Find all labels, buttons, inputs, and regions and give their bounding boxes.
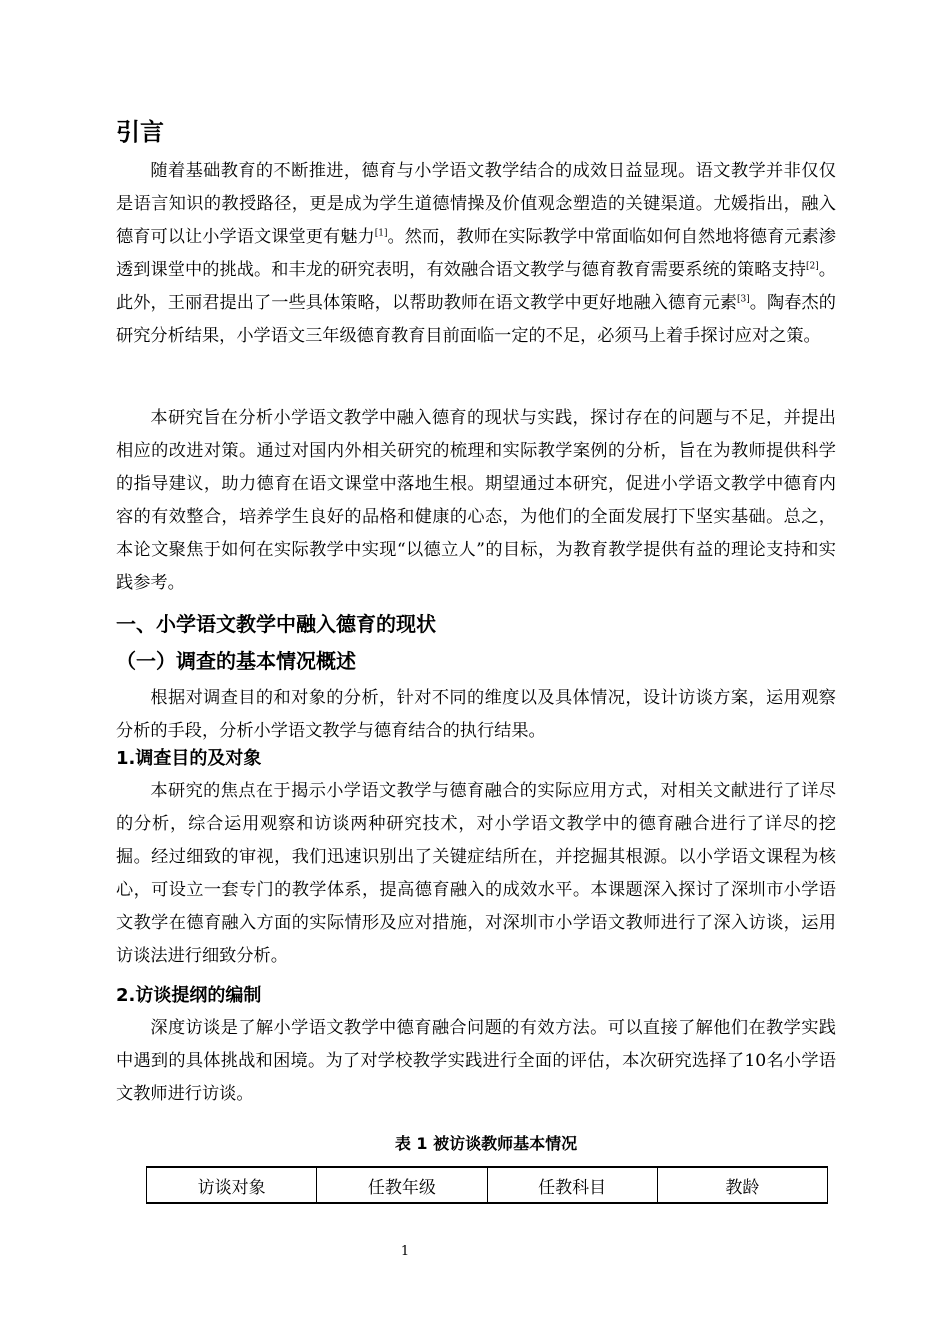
page-number: 1: [400, 1244, 410, 1259]
item-2-paragraph: 深度访谈是了解小学语文教学中德育融合问题的有效方法。可以直接了解他们在教学实践中遇到的具体挑战和困境。为了对学校教学实践进行全面的评估，本次研究选择了10名小学语文教师进行访谈。: [116, 1018, 836, 1104]
teacher-info-table: [146, 1166, 828, 1204]
citation-marker: [3]: [736, 294, 750, 305]
item-1-paragraph: 本研究的焦点在于揭示小学语文教学与德育融合的实际应用方式，对相关文献进行了详尽的分析，综合运用观察和访谈两种研究技术，对小学语文教学中的德育融合进行了详尽的挖掘。经过细致的审视，我们迅速识别出了关键症结所在，并挖掘其根源。以小学语文课程为核心，可设立一套专门的教学体系，提高德育融入的成效水平。本课题深入探讨了深圳市小学语文教学在德育融入方面的实际情形及应对措施，对深圳市小学语文教师进行了深入访谈，运用访谈法进行细致分析。: [116, 781, 836, 966]
intro-paragraph-2: 本研究旨在分析小学语文教学中融入德育的现状与实践，探讨存在的问题与不足，并提出相应的改进对策。通过对国内外相关研究的梳理和实际教学案例的分析，旨在为教师提供科学的指导建议，助力德育在语文课堂中落地生根。期望通过本研究，促进小学语文教学中德育内容的有效整合，培养学生良好的品格和健康的心态，为他们的全面发展打下坚实基础。总之，本论文聚焦于如何在实际教学中实现“以德立人”的目标，为教育教学提供有益的理论支持和实践参考。: [116, 408, 836, 593]
section-1-heading: 一、小学语文教学中融入德育的现状: [116, 612, 436, 636]
subsection-1-paragraph: 根据对调查目的和对象的分析，针对不同的维度以及具体情况，设计访谈方案，运用观察分析的手段，分析小学语文教学与德育结合的执行结果。: [116, 688, 836, 741]
intro-text-segment: 。然而，教师在实际教学中常面临如何自然地将德育元素渗透到课堂中的挑战。和丰龙的研究表明，有效融合语文教学与德育教育需要系统的策略支持: [116, 227, 836, 280]
intro-text-segment: 。陶春杰的研究分析结果，小学语文三年级德育教育目前面临一定的不足，必须马上着手探讨应对之策。: [116, 293, 836, 346]
subsection-1-heading: （一）调查的基本情况概述: [116, 649, 356, 673]
item-1-heading: 1.调查目的及对象: [116, 748, 262, 769]
intro-heading: 引言: [116, 118, 164, 146]
table-header-cell: 任教科目: [487, 1167, 657, 1203]
citation-marker: [1]: [374, 228, 388, 239]
item-2-heading: 2.访谈提纲的编制: [116, 985, 262, 1006]
table-header-cell: 教龄: [657, 1167, 827, 1203]
intro-paragraph-1: [116, 155, 836, 353]
table-header-cell: 任教年级: [317, 1167, 487, 1203]
citation-marker: [2]: [805, 261, 819, 272]
intro-text-segment: 随着基础教育的不断推进，德育与小学语文教学结合的成效日益显现。语文教学并非仅仅是语言知识的教授路径，更是成为学生道德情操及价值观念塑造的关键渠道。尤媛指出，融入德育可以让小学语文课堂更有魅力: [116, 161, 836, 247]
intro-text-segment: 。此外，王丽君提出了一些具体策略，以帮助教师在语文教学中更好地融入德育元素: [116, 260, 836, 313]
table-header-cell: 访谈对象: [147, 1167, 317, 1203]
table-header-row: [147, 1167, 828, 1203]
table-caption: 表 1 被访谈教师基本情况: [394, 1134, 578, 1153]
